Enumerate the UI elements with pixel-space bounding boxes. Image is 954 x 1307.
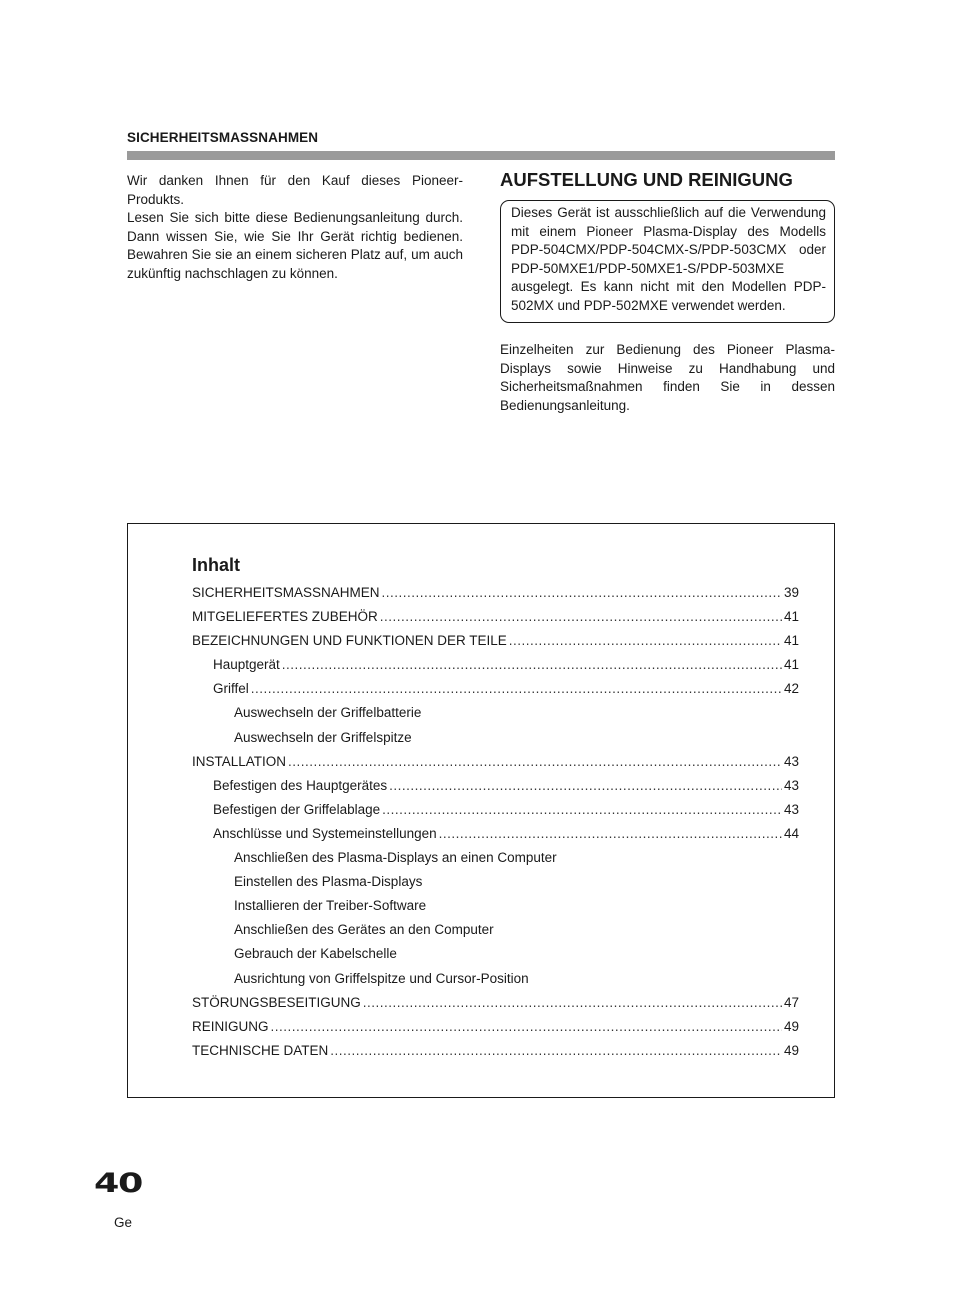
toc-leader	[271, 1015, 782, 1039]
toc-title: Inhalt	[192, 555, 240, 575]
toc-leader	[251, 677, 782, 701]
intro-paragraph: Wir danken Ihnen für den Kauf dieses Pioneer-Produkts.	[127, 173, 463, 207]
setup-section	[500, 168, 835, 415]
toc-entry[interactable]	[192, 798, 799, 822]
toc-entry-page: 43	[783, 801, 799, 817]
toc-entry-page: 44	[783, 825, 799, 841]
toc-entry-text: Anschlüsse und Systemeinstellungen	[213, 825, 437, 841]
toc-entry[interactable]	[192, 677, 799, 701]
toc-entry-page: 47	[783, 994, 799, 1010]
toc-entry[interactable]	[192, 991, 799, 1015]
toc-entry[interactable]	[192, 605, 799, 629]
toc-entry[interactable]	[192, 1039, 799, 1063]
setup-heading: AUFSTELLUNG UND REINIGUNG	[500, 169, 793, 190]
toc-entry-text: Einstellen des Plasma-Displays	[234, 874, 423, 890]
table-of-contents	[127, 523, 835, 1098]
toc-entry-text: MITGELIEFERTES ZUBEHÖR	[192, 609, 378, 625]
page-number: 40	[94, 1168, 143, 1199]
toc-entry-text: Griffel	[213, 681, 249, 697]
toc-entry-text: Anschließen des Plasma-Displays an einen Computer	[234, 850, 557, 866]
toc-entry[interactable]	[192, 1015, 799, 1039]
language-code: Ge	[114, 1215, 133, 1230]
toc-entry-page: 42	[783, 681, 799, 697]
toc-leader	[282, 653, 782, 677]
toc-entry-page: 39	[783, 585, 799, 600]
toc-entry-text: Befestigen des Hauptgerätes	[213, 777, 388, 793]
toc-entry-page: 43	[783, 753, 799, 769]
toc-leader	[382, 581, 782, 605]
toc-entry-page: 41	[783, 633, 799, 649]
toc-entry[interactable]	[192, 629, 799, 653]
toc-entry[interactable]	[192, 774, 799, 798]
toc-entry-text: Gebrauch der Kabelschelle	[234, 946, 397, 962]
toc-entry[interactable]	[192, 918, 799, 942]
toc-leader	[380, 605, 782, 629]
toc-entry-page: 49	[783, 1042, 799, 1058]
toc-leader	[509, 629, 782, 653]
section-rule	[127, 151, 835, 160]
toc-entry[interactable]	[192, 726, 799, 750]
toc-entry[interactable]	[192, 942, 799, 966]
toc-leader	[382, 798, 782, 822]
notice-text: Dieses Gerät ist ausschließlich auf die Verwendung mit einem Pioneer Plasma-Display des Modells PDP-504CMX/PDP-504CMX-S/PDP-503CMX oder PDP-50MXE1/PDP-50MXE1-S/PDP-503MXE ausgelegt. Es kann nicht mit den Modellen PDP-502MX und PDP-502MXE verwendet werden.	[511, 205, 826, 313]
toc-entry[interactable]	[192, 870, 799, 894]
toc-leader	[439, 822, 782, 846]
setup-details: Einzelheiten zur Bedienung des Pioneer Plasma-Displays sowie Hinweise zu Handhabung und Sicherheitsmaßnahmen finden Sie in dessen Bedienungsanleitung.	[500, 342, 835, 413]
intro-text	[127, 172, 463, 283]
toc-list	[192, 581, 799, 1063]
section-label: SICHERHEITSMASSNAHMEN	[127, 130, 319, 145]
toc-entry-text: BEZEICHNUNGEN UND FUNKTIONEN DER TEILE	[192, 633, 507, 649]
toc-leader	[288, 750, 782, 774]
toc-entry-text: REINIGUNG	[192, 1018, 269, 1034]
toc-entry-page: 41	[783, 657, 799, 673]
toc-entry[interactable]	[192, 894, 799, 918]
toc-entry[interactable]	[192, 701, 799, 725]
toc-leader	[330, 1039, 782, 1063]
toc-entry-text: Ausrichtung von Griffelspitze und Cursor-Position	[234, 970, 529, 986]
toc-entry-text: Auswechseln der Griffelspitze	[234, 729, 412, 745]
toc-entry[interactable]	[192, 653, 799, 677]
toc-entry-text: Anschließen des Gerätes an den Computer	[234, 922, 494, 938]
toc-entry-text: STÖRUNGSBESEITIGUNG	[192, 994, 361, 1010]
toc-entry[interactable]	[192, 846, 799, 870]
notice-box	[500, 200, 835, 323]
toc-leader	[363, 991, 782, 1015]
toc-entry-page: 41	[783, 609, 799, 625]
toc-entry-text: TECHNISCHE DATEN	[192, 1042, 329, 1058]
toc-entry-text: SICHERHEITSMASSNAHMEN	[192, 585, 380, 600]
intro-paragraph: Lesen Sie sich bitte diese Bedienungsanleitung durch. Dann wissen Sie, wie Sie Ihr Gerät richtig bedienen. Bewahren Sie sie an einem sicheren Platz auf, um auch zukünftig nachschlagen zu können.	[127, 210, 463, 281]
toc-entry-text: Befestigen der Griffelablage	[213, 801, 381, 817]
toc-entry-text: Installieren der Treiber-Software	[234, 898, 427, 914]
toc-entry-text: Auswechseln der Griffelbatterie	[234, 705, 422, 721]
toc-entry-page: 43	[783, 777, 799, 793]
toc-entry[interactable]	[192, 967, 799, 991]
toc-entry-page: 49	[783, 1018, 799, 1034]
toc-entry[interactable]	[192, 581, 799, 605]
toc-entry[interactable]	[192, 750, 799, 774]
toc-entry-text: INSTALLATION	[192, 753, 287, 769]
toc-leader	[389, 774, 782, 798]
toc-entry-text: Hauptgerät	[213, 657, 280, 673]
toc-entry[interactable]	[192, 822, 799, 846]
